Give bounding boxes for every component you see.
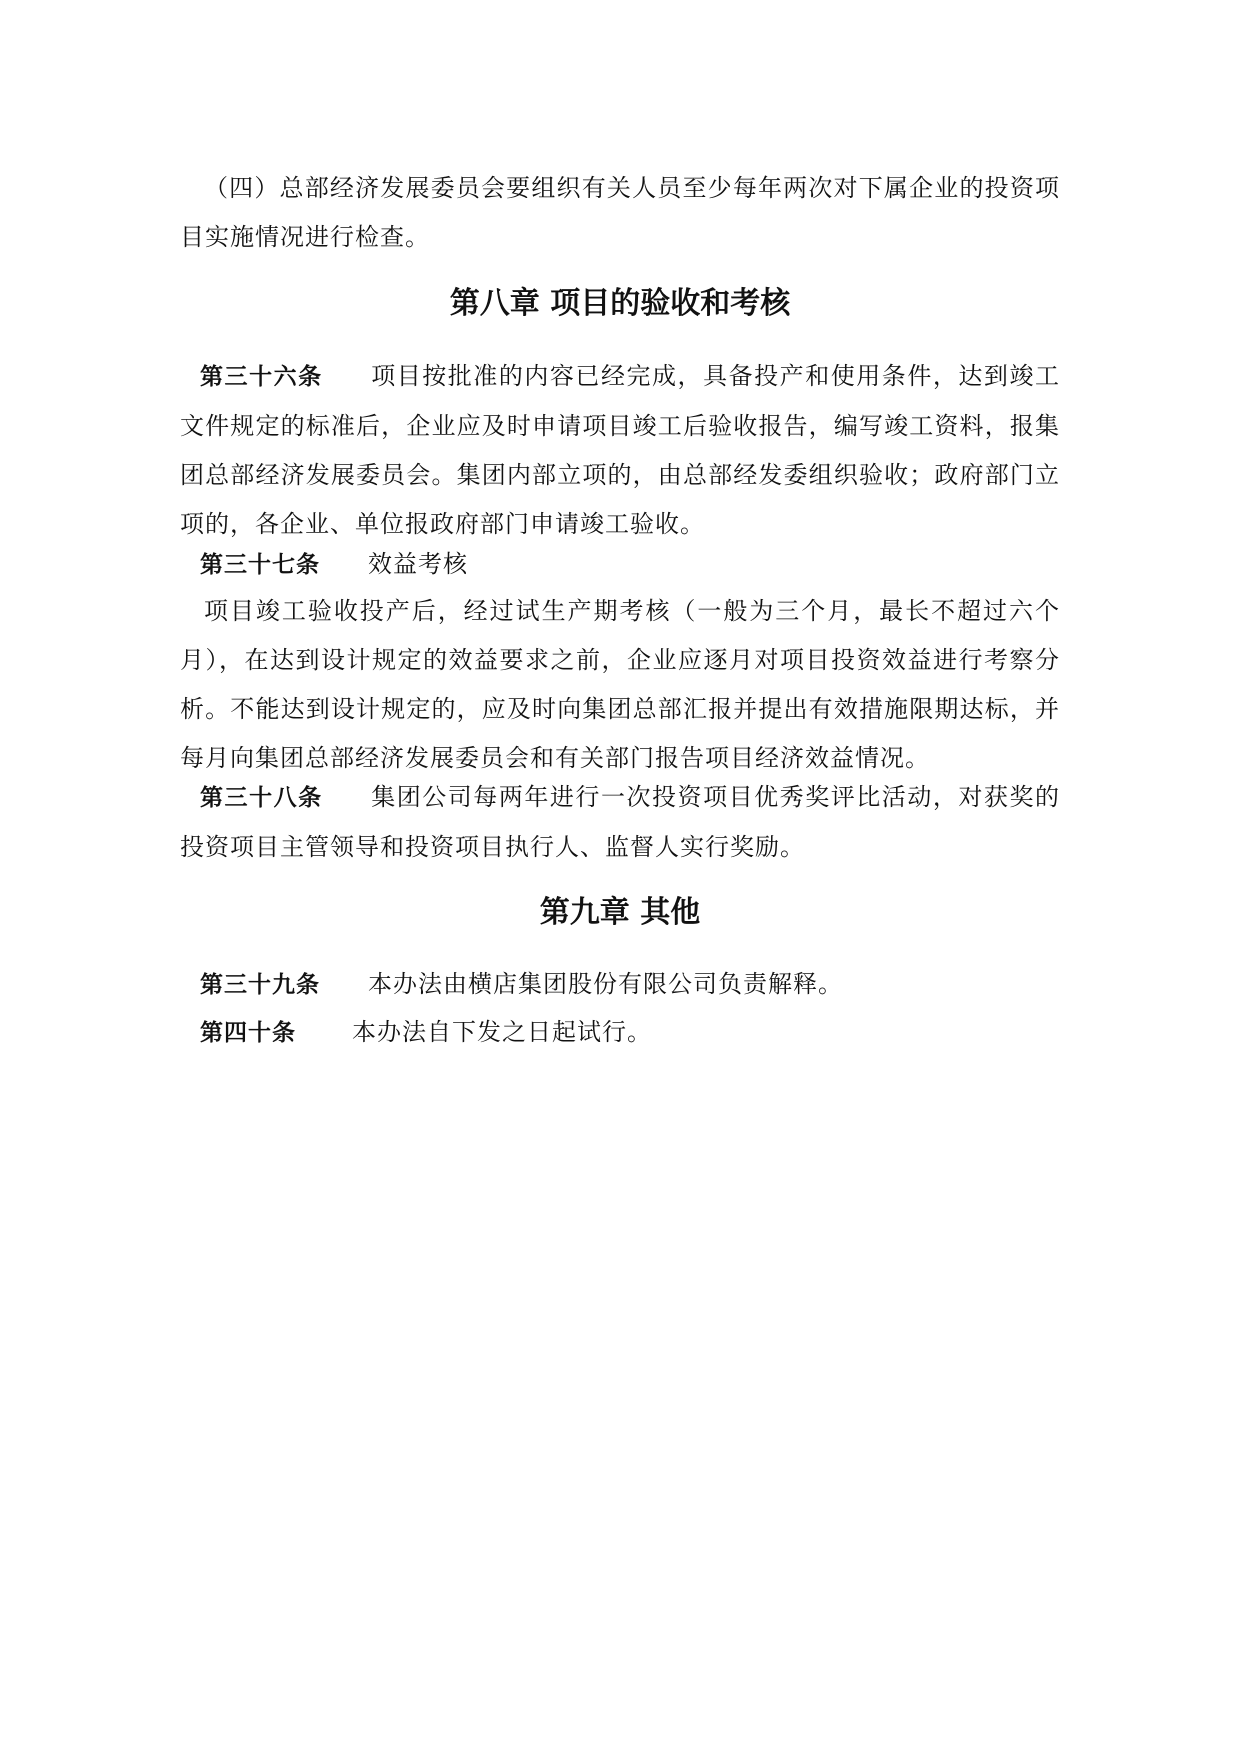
chapter-8-title: 第八章 项目的验收和考核	[449, 286, 791, 321]
article-36-label: 第三十六条	[200, 364, 323, 390]
article-40-label: 第四十条	[200, 1020, 296, 1046]
article-37-body	[180, 587, 1060, 783]
article-39	[180, 960, 1060, 1010]
paragraph-item-4-text: （四）总部经济发展委员会要组织有关人员至少每年两次对下属企业的投资项目实施情况进行检查。	[180, 174, 1060, 251]
article-38	[180, 773, 1060, 872]
article-38-label: 第三十八条	[200, 785, 323, 811]
paragraph-item-4	[180, 164, 1060, 262]
article-37-label: 第三十七条	[200, 552, 320, 578]
article-40	[180, 1008, 1060, 1058]
article-37-title: 效益考核	[368, 550, 468, 578]
article-38-text: 集团公司每两年进行一次投资项目优秀奖评比活动，对获奖的投资项目主管领导和投资项目执行人、监督人实行奖励。	[180, 783, 1060, 861]
article-36	[180, 352, 1060, 549]
article-37-text: 项目竣工验收投产后，经过试生产期考核（一般为三个月，最长不超过六个月），在达到设计规定的效益要求之前，企业应逐月对项目投资效益进行考察分析。不能达到设计规定的，应及时向集团总部汇报并提出有效措施限期达标，并每月向集团总部经济发展委员会和有关部门报告项目经济效益情况。	[180, 597, 1060, 772]
article-39-label: 第三十九条	[200, 972, 320, 998]
article-39-text: 本办法由横店集团股份有限公司负责解释。	[368, 970, 843, 998]
article-37-heading	[180, 540, 1060, 590]
chapter-9-title: 第九章 其他	[539, 895, 701, 930]
article-36-text: 项目按批准的内容已经完成，具备投产和使用条件，达到竣工文件规定的标准后，企业应及时申请项目竣工后验收报告，编写竣工资料，报集团总部经济发展委员会。集团内部立项的，由总部经发委组织验收；政府部门立项的，各企业、单位报政府部门申请竣工验收。	[180, 362, 1060, 538]
article-40-text: 本办法自下发之日起试行。	[352, 1018, 652, 1046]
